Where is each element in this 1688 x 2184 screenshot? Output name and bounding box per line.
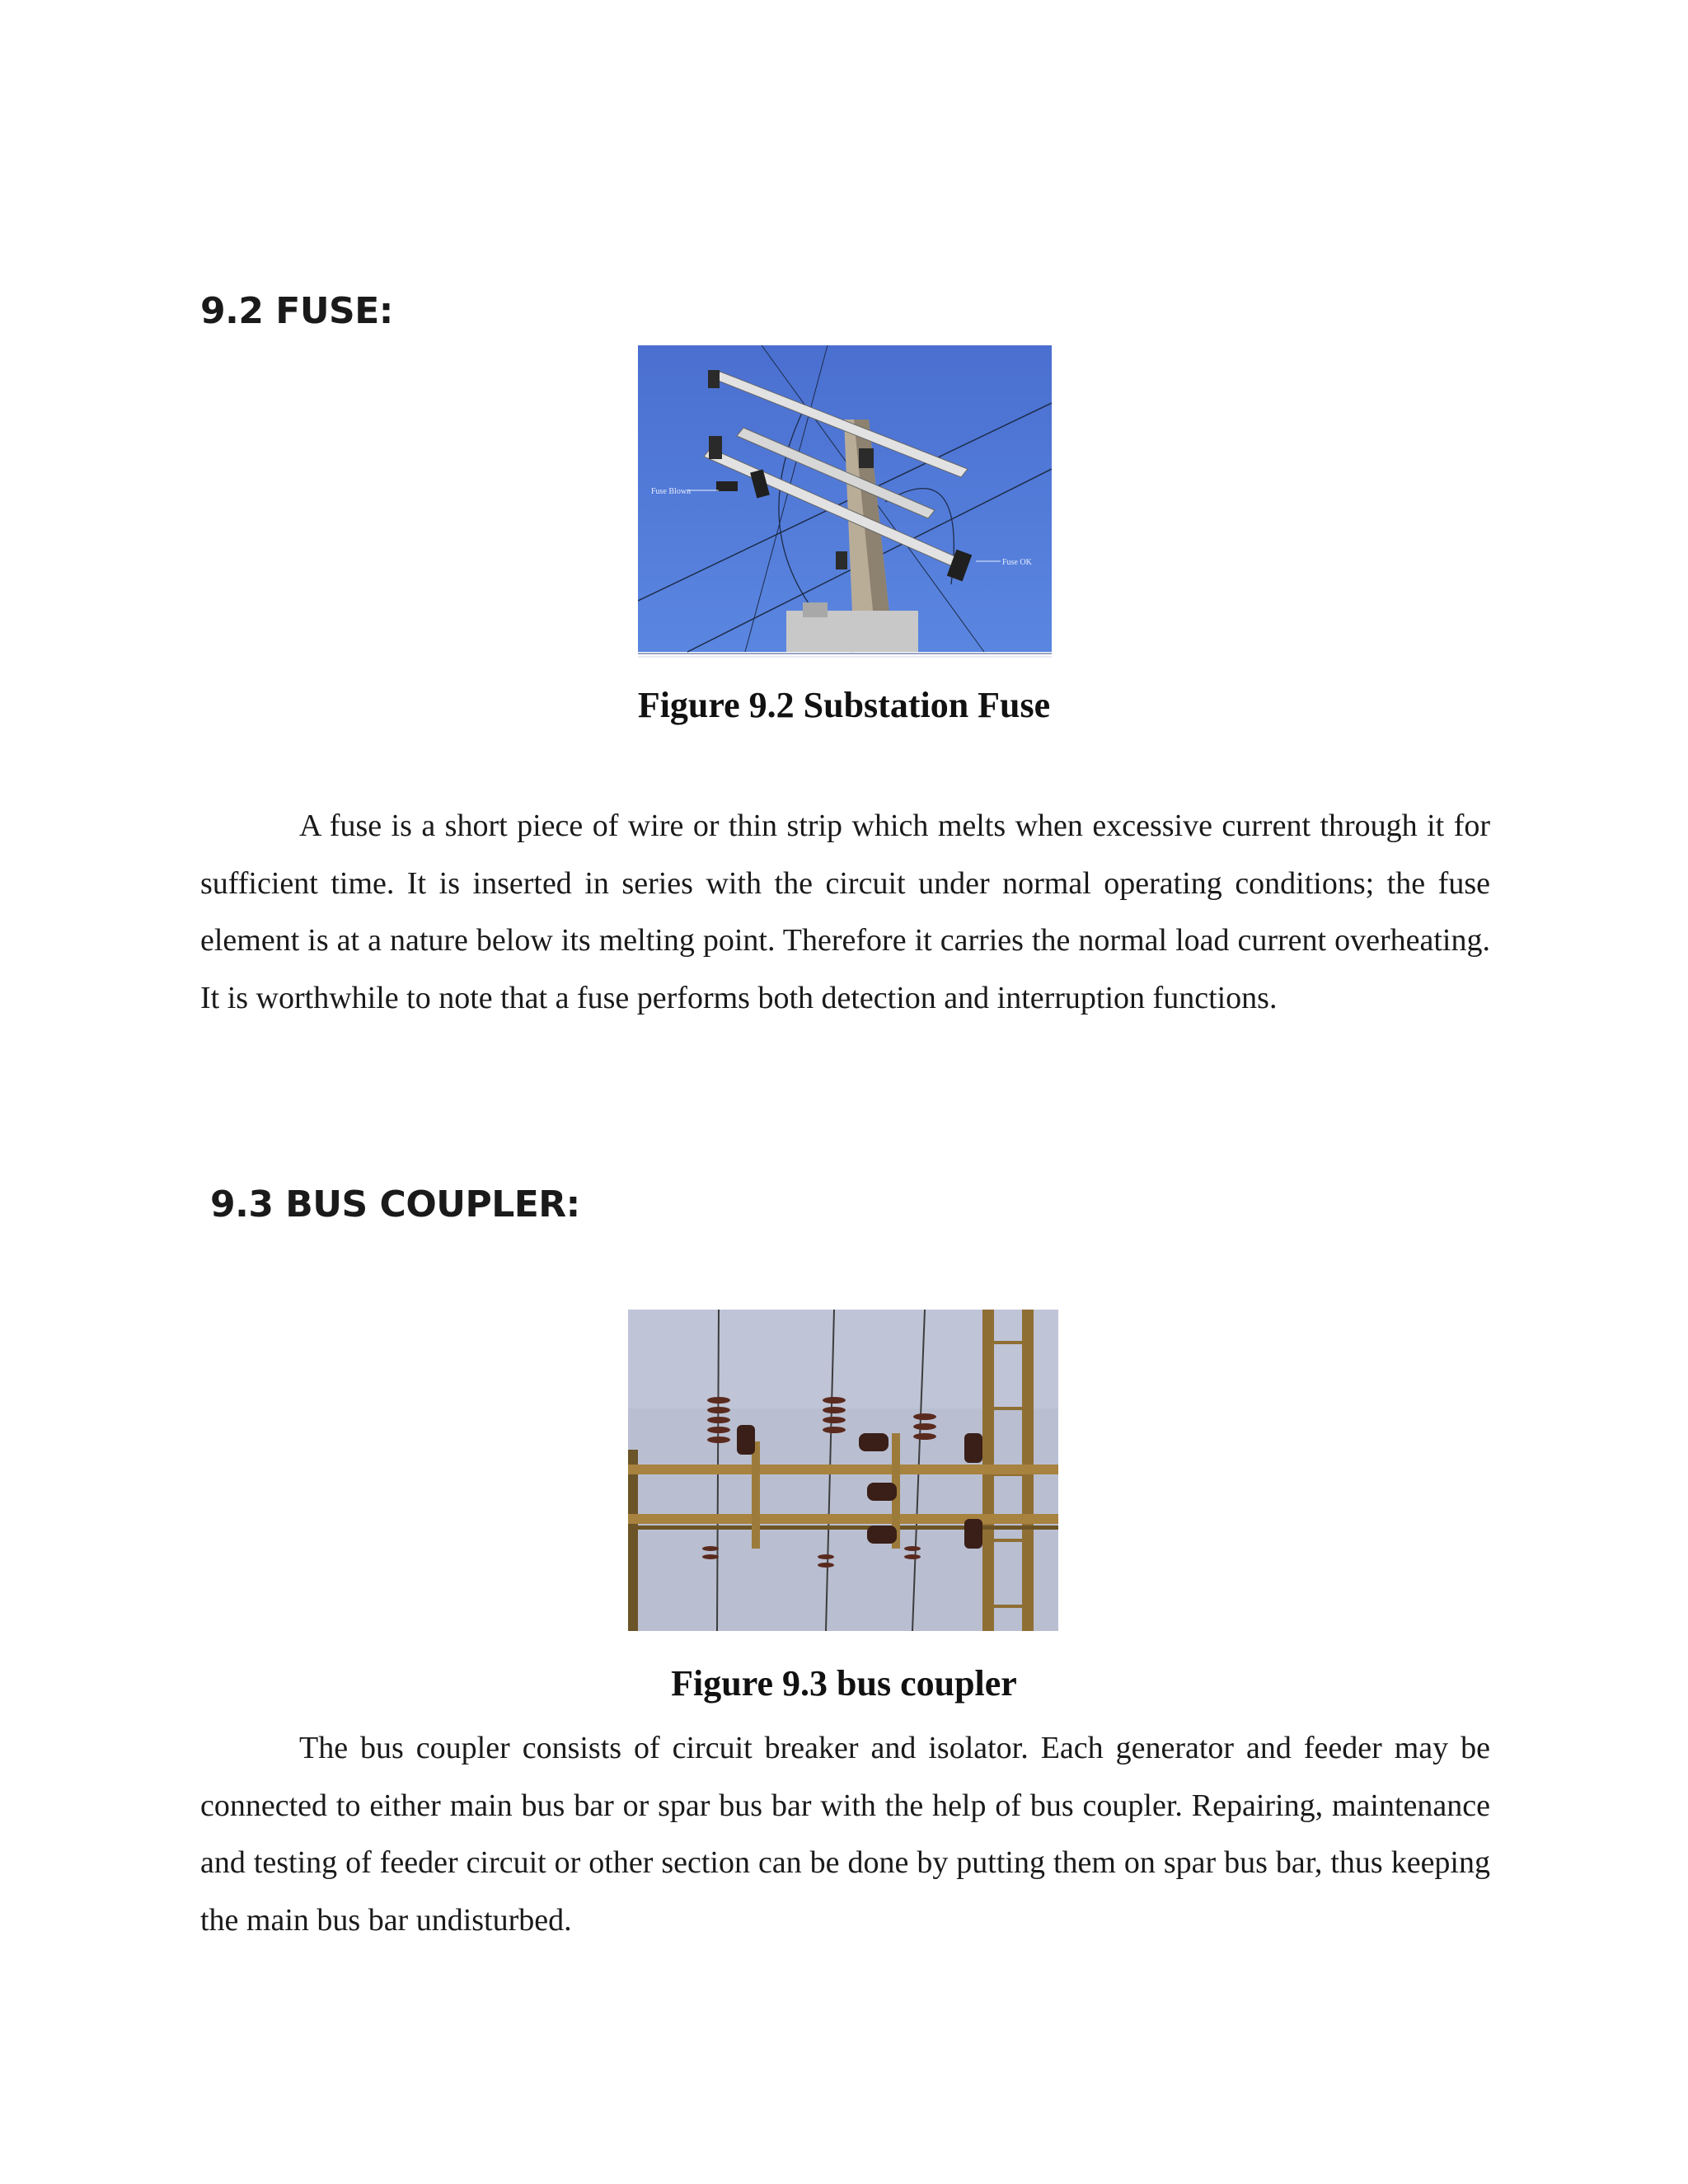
paragraph-fuse: A fuse is a short piece of wire or thin strip which melts when excessive current through it for sufficient time. It is inserted in series with the circuit under normal operating conditions; the fuse element is at a nature below its melting point. Therefore it carries the normal load current overheating. It is worthwhile to note that a fuse performs both detection and interruption functions. xyxy=(200,808,1490,1015)
section-heading-fuse: 9.2 FUSE: xyxy=(200,290,393,332)
bus-coupler-photo xyxy=(628,1310,1058,1631)
fuse-ok-label: Fuse OK xyxy=(1002,558,1032,567)
figure-caption-bus-coupler: Figure 9.3 bus coupler xyxy=(671,1663,1017,1704)
substation-fuse-photo xyxy=(638,345,1052,658)
paragraph-bus-coupler: The bus coupler consists of circuit breaker and isolator. Each generator and feeder may be connected to either main bus bar or spar bus bar with the help of bus coupler. Repairing, maintenance and testing of feeder circuit or other section can be done by putting them on spar bus bar, thus keeping the main bus bar undisturbed. xyxy=(200,1731,1490,1938)
section-heading-bus-coupler: 9.3 BUS COUPLER: xyxy=(210,1183,580,1226)
figure-caption-fuse: Figure 9.2 Substation Fuse xyxy=(637,685,1051,725)
fuse-blown-label: Fuse Blown xyxy=(651,487,692,496)
